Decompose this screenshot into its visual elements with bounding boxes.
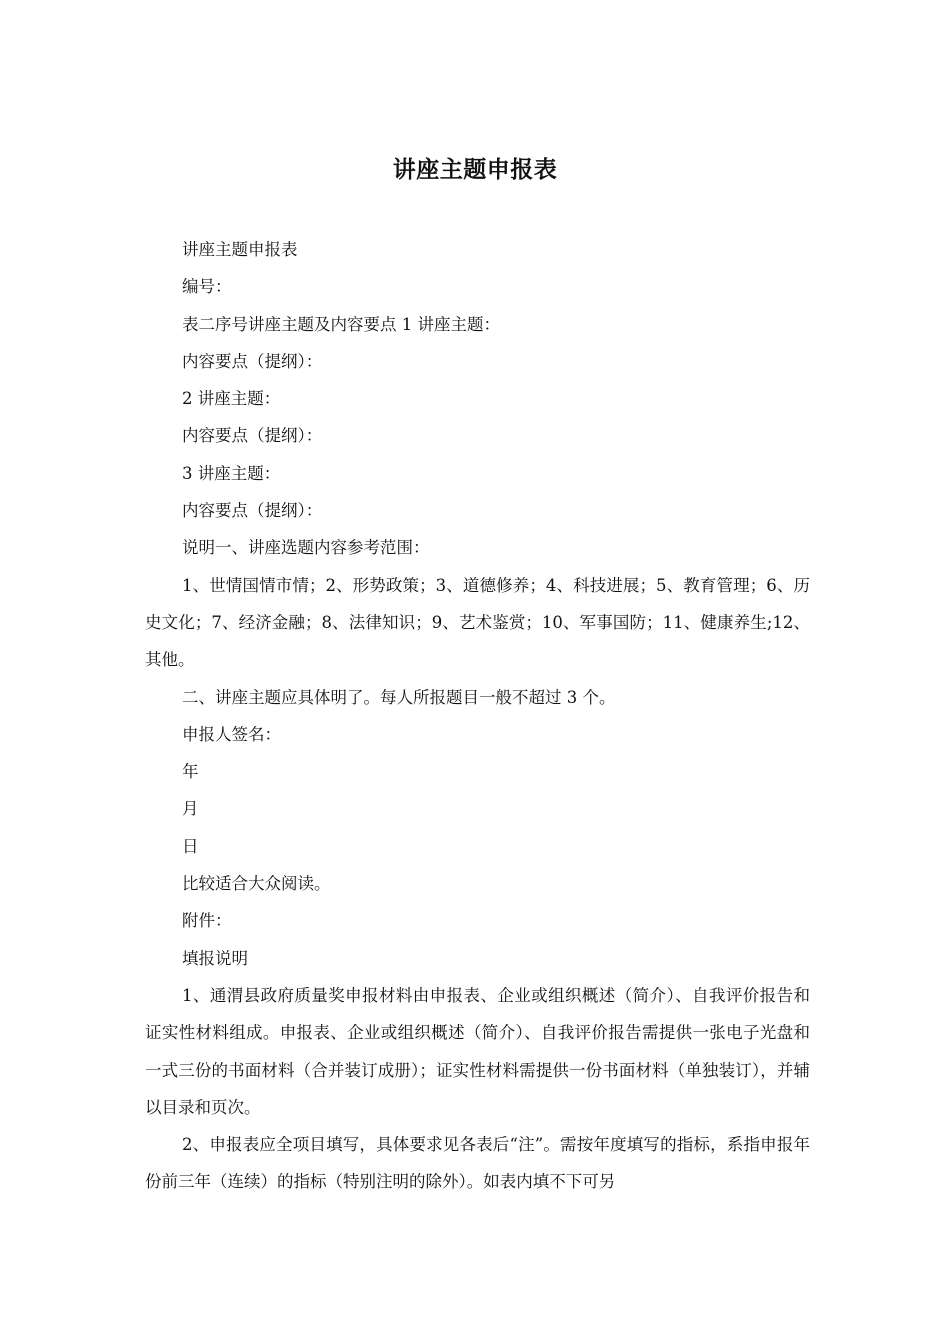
- paragraph-topic-3: 3 讲座主题：: [182, 463, 281, 483]
- paragraph-number-label: 编号：: [182, 277, 232, 297]
- paragraph-form-name: 讲座主题申报表: [182, 240, 298, 259]
- paragraph-reading-note: 比较适合大众阅读。: [182, 874, 331, 894]
- paragraph-topic-1: 表二序号讲座主题及内容要点 1 讲座主题：: [182, 314, 500, 334]
- paragraph-attachment: 附件：: [182, 911, 232, 931]
- paragraph-signature: 申报人签名：: [182, 724, 281, 744]
- paragraph-outline-2: 内容要点（提纲）：: [182, 426, 323, 446]
- paragraph-month: 月: [182, 799, 199, 819]
- paragraph-topic-2: 2 讲座主题：: [182, 389, 281, 409]
- paragraph-day: 日: [182, 836, 199, 856]
- paragraph-topic-rule: 二、讲座主题应具体明了。每人所报题目一般不超过 3 个。: [182, 687, 616, 707]
- paragraph-outline-1: 内容要点（提纲）：: [182, 351, 323, 371]
- document-title: 讲座主题申报表: [392, 157, 558, 183]
- document-body: [145, 231, 810, 1201]
- paragraph-outline-3: 内容要点（提纲）：: [182, 501, 323, 521]
- paragraph-instruction-1: 1、通渭县政府质量奖申报材料由申报表、企业或组织概述（简介）、自我评价报告和证实性材料组成。申报表、企业或组织概述（简介）、自我评价报告需提供一张电子光盘和一式三份的书面材料（合并装订成册）；证实性材料需提供一份书面材料（单独装订），并辅以目录和页次。: [145, 985, 810, 1117]
- paragraph-topic-scope: 1、世情国情市情；2、形势政策；3、道德修养；4、科技进展；5、教育管理；6、历史文化；7、经济金融；8、法律知识；9、艺术鉴赏；10、军事国防；11、健康养生;12、其他。: [145, 575, 810, 670]
- paragraph-note-heading: 说明一、讲座选题内容参考范围：: [182, 538, 430, 558]
- paragraph-instruction-2: 2、申报表应全项目填写，具体要求见各表后“注”。需按年度填写的指标，系指申报年份前三年（连续）的指标（特别注明的除外）。如表内填不下可另: [145, 1135, 810, 1192]
- paragraph-instructions-heading: 填报说明: [182, 948, 248, 968]
- paragraph-year: 年: [182, 762, 199, 782]
